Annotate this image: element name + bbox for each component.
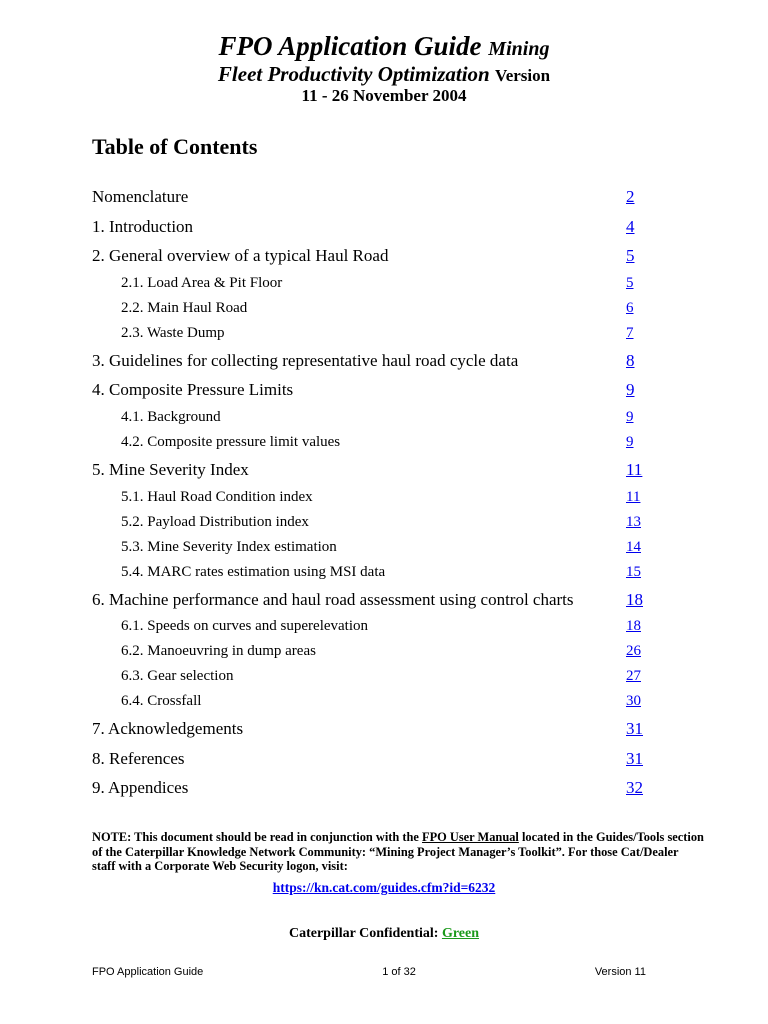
document-title: [0, 30, 768, 65]
toc-entry: [92, 714, 652, 744]
toc-entry-label: 5.1. Haul Road Condition index: [121, 488, 313, 505]
fpo-user-manual-link[interactable]: FPO User Manual: [422, 830, 519, 844]
toc-entry-label: 5.3. Mine Severity Index estimation: [121, 538, 337, 555]
toc-entry-label: 6.1. Speeds on curves and superelevation: [121, 618, 369, 635]
toc-entry: [92, 241, 652, 271]
toc-entry-label: 1. Introduction: [92, 216, 194, 236]
footer-page-number: 1 of 32: [382, 966, 416, 978]
toc-page-link[interactable]: 30: [626, 693, 641, 710]
toc-entry-label: 5.2. Payload Distribution index: [121, 513, 309, 530]
toc-entry: [92, 455, 652, 485]
confidential-line: [0, 926, 768, 942]
toc-page-link[interactable]: 8: [626, 350, 635, 370]
toc-page-link[interactable]: 15: [626, 563, 641, 580]
toc-page-link[interactable]: 9: [626, 433, 634, 450]
toc-entry: [92, 346, 652, 376]
page-footer: [92, 966, 646, 978]
table-of-contents: [92, 182, 652, 803]
toc-entry-label: 9. Appendices: [92, 778, 189, 798]
toc-entry-label: 6.2. Manoeuvring in dump areas: [121, 643, 316, 660]
footer-version: Version 11: [594, 966, 646, 978]
toc-entry: [92, 560, 652, 585]
toc-entry: [92, 271, 652, 296]
toc-entry-label: 5.4. MARC rates estimation using MSI data: [121, 563, 386, 580]
toc-entry-label: 4.2. Composite pressure limit values: [121, 433, 341, 450]
note-prefix: NOTE: This document should be read in conjunction with the: [92, 830, 423, 844]
toc-page-link[interactable]: 2: [626, 187, 635, 206]
toc-entry: [92, 664, 652, 689]
toc-heading: Table of Contents: [92, 134, 258, 159]
toc-page-link[interactable]: 9: [626, 408, 634, 425]
guide-url-link[interactable]: https://kn.cat.com/guides.cfm?id=6232: [272, 880, 496, 895]
toc-page-link[interactable]: 13: [626, 513, 641, 530]
toc-entry: [92, 689, 652, 714]
toc-page-link[interactable]: 4: [626, 216, 635, 236]
toc-entry: [92, 321, 652, 346]
toc-page-link[interactable]: 26: [626, 643, 641, 660]
toc-entry-label: Nomenclature: [92, 187, 189, 206]
toc-entry-label: 2.2. Main Haul Road: [121, 299, 248, 316]
subtitle-suffix: Version: [494, 66, 551, 85]
document-subtitle: [0, 61, 768, 89]
note-paragraph: [92, 830, 704, 874]
toc-entry: [92, 405, 652, 430]
toc-entry: [92, 485, 652, 510]
toc-page-link[interactable]: 5: [626, 246, 635, 266]
footer-left: FPO Application Guide: [92, 966, 204, 978]
toc-page-link[interactable]: 32: [626, 778, 643, 798]
confidential-level: Green: [441, 926, 480, 941]
toc-entry: [92, 585, 652, 615]
toc-entry-label: 6. Machine performance and haul road assessment using control charts: [92, 589, 574, 609]
toc-entry-label: 6.4. Crossfall: [121, 693, 202, 710]
toc-entry: [92, 212, 652, 242]
toc-page-link[interactable]: 27: [626, 668, 641, 685]
toc-entry: [92, 375, 652, 405]
toc-entry: [92, 639, 652, 664]
toc-entry-label: 3. Guidelines for collecting representative haul road cycle data: [92, 350, 519, 370]
toc-entry-label: 7. Acknowledgements: [92, 719, 244, 739]
toc-entry-label: 2. General overview of a typical Haul Road: [92, 246, 389, 266]
title-main: FPO Application Guide: [218, 31, 482, 61]
toc-page-link[interactable]: 5: [626, 274, 634, 291]
toc-page-link[interactable]: 31: [626, 719, 643, 739]
note-suffix: located in the Guides/Tools section of the Caterpillar Knowledge Network Community: “Mining Project Manager’s Toolkit”. For those Cat/Dealer staff with a Corporate Web Security logon, visit:: [92, 830, 704, 873]
toc-entry: [92, 182, 652, 212]
toc-entry-label: 8. References: [92, 748, 185, 768]
toc-entry: [92, 296, 652, 321]
toc-page-link[interactable]: 14: [626, 538, 641, 555]
toc-entry-label: 6.3. Gear selection: [121, 668, 234, 685]
document-date: 11 - 26 November 2004: [301, 86, 467, 105]
toc-page-link[interactable]: 9: [626, 380, 635, 400]
subtitle-main: Fleet Productivity Optimization: [217, 62, 490, 86]
title-suffix: Mining: [488, 38, 550, 60]
toc-entry-label: 2.1. Load Area & Pit Floor: [121, 274, 283, 291]
toc-entry: [92, 614, 652, 639]
toc-page-link[interactable]: 31: [626, 748, 643, 768]
toc-page-link[interactable]: 18: [626, 589, 643, 609]
toc-entry: [92, 510, 652, 535]
toc-entry-label: 5. Mine Severity Index: [92, 459, 249, 479]
toc-page-link[interactable]: 11: [626, 459, 643, 479]
toc-entry: [92, 430, 652, 455]
toc-entry-label: 2.3. Waste Dump: [121, 324, 225, 341]
toc-page-link[interactable]: 11: [626, 488, 641, 505]
toc-page-link[interactable]: 7: [626, 324, 634, 341]
toc-entry: [92, 773, 652, 803]
toc-entry: [92, 535, 652, 560]
guide-url-line: [0, 880, 768, 896]
toc-entry-label: 4.1. Background: [121, 408, 221, 425]
toc-page-link[interactable]: 6: [626, 299, 634, 316]
toc-entry-label: 4. Composite Pressure Limits: [92, 380, 294, 400]
toc-page-link[interactable]: 18: [626, 618, 641, 635]
confidential-label: Caterpillar Confidential:: [288, 926, 442, 941]
toc-entry: [92, 744, 652, 774]
